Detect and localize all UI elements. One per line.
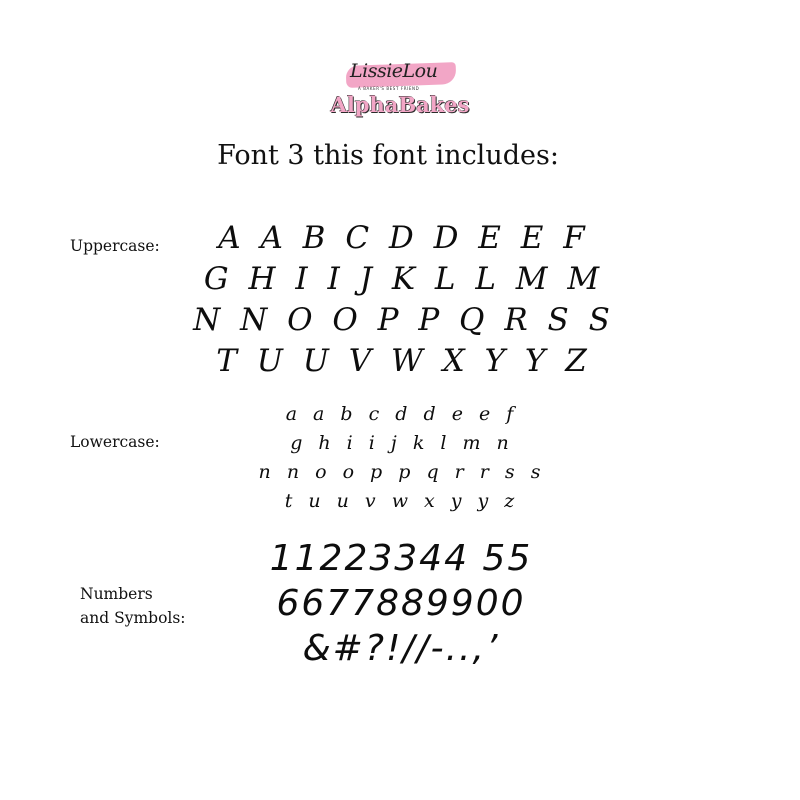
lowercase-row: g h i i j k l m n [290,432,514,454]
brand-logo [320,56,480,122]
logo-script-text: LissieLou [350,60,438,82]
uppercase-row: N N O O P P Q R S S [193,302,615,338]
symbols-row: &#?!//-..,’ [302,628,500,669]
logo-subtitle: AlphaBakes [330,92,470,117]
lowercase-row: a a b c d d e e f [285,403,519,425]
numbers-row: 6677889900 [276,583,526,624]
lowercase-row: n n o o p p q r r s s [258,461,546,483]
logo-tagline: A BAKER'S BEST FRIEND [358,86,420,91]
uppercase-row: T U U V W X Y Y Z [216,343,592,379]
uppercase-row: G H I I J K L L M M [203,261,605,297]
page-title: Font 3 this font includes: [217,140,559,171]
numbers-row: 11223344 55 [269,538,533,579]
numbers-label-line2: and Symbols: [80,609,186,627]
uppercase-glyphs [0,218,790,382]
lowercase-label: Lowercase: [70,433,160,451]
uppercase-label: Uppercase: [70,237,160,255]
lowercase-glyphs [0,400,790,516]
numbers-label-line1: Numbers [80,585,153,603]
numbers-symbols-glyphs [0,536,790,671]
lowercase-row: t u u v w x y y z [284,490,520,512]
uppercase-row: A A B C D D E E F [218,220,590,256]
